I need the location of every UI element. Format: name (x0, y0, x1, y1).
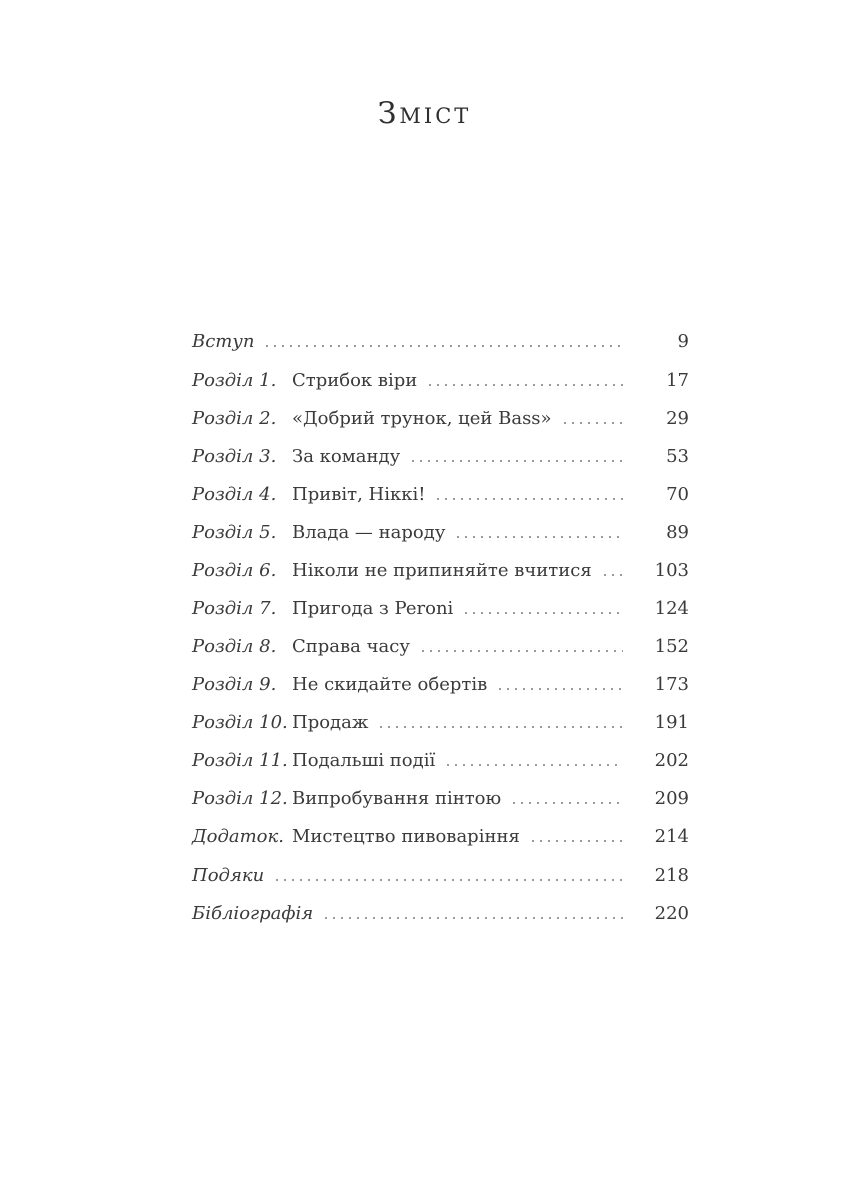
dotted-leader (532, 840, 623, 842)
dotted-leader (380, 726, 623, 728)
entry-label: Розділ 7. (192, 598, 277, 619)
entry-label: Розділ 9. (192, 674, 277, 695)
entry-title: Не скидайте обертів (292, 674, 488, 695)
entry-page-number: 70 (666, 484, 689, 505)
entry-page-number: 53 (666, 446, 689, 467)
toc-entry (192, 329, 689, 354)
dotted-leader (325, 917, 623, 919)
page-title: Зміст (377, 96, 472, 131)
toc-entry (192, 444, 689, 469)
entry-label: Розділ 3. (192, 446, 277, 467)
entry-page-number: 29 (666, 408, 689, 429)
toc-entry (192, 558, 689, 583)
toc-entry (192, 368, 689, 393)
dotted-leader (266, 345, 623, 347)
toc-entry (192, 824, 689, 849)
dotted-leader (422, 650, 623, 652)
entry-title: Влада — народу (292, 522, 446, 543)
toc-entry (192, 520, 689, 545)
dotted-leader (499, 688, 623, 690)
entry-label: Розділ 12. (192, 788, 288, 809)
entry-title: Мистецтво пивоваріння (292, 826, 520, 847)
toc-entry (192, 901, 689, 926)
toc-list (192, 329, 689, 926)
entry-label: Розділ 1. (192, 370, 277, 391)
dotted-leader (564, 422, 623, 424)
entry-label: Розділ 4. (192, 484, 277, 505)
entry-label: Розділ 6. (192, 560, 277, 581)
entry-page-number: 191 (654, 712, 689, 733)
toc-entry (192, 596, 689, 621)
dotted-leader (437, 498, 623, 500)
dotted-leader (412, 460, 623, 462)
entry-page-number: 17 (666, 370, 689, 391)
dotted-leader (429, 384, 623, 386)
entry-title: «Добрий трунок, цей Bass» (292, 408, 552, 429)
toc-entry (192, 786, 689, 811)
entry-page-number: 173 (654, 674, 689, 695)
entry-label: Додаток. (192, 826, 284, 847)
entry-page-number: 220 (654, 903, 689, 924)
entry-label: Розділ 11. (192, 750, 288, 771)
entry-page-number: 9 (677, 331, 689, 352)
dotted-leader (513, 802, 623, 804)
entry-page-number: 214 (654, 826, 689, 847)
entry-title: Продаж (292, 712, 369, 733)
dotted-leader (447, 764, 623, 766)
dotted-leader (457, 536, 623, 538)
dotted-leader (465, 612, 623, 614)
entry-page-number: 202 (654, 750, 689, 771)
toc-entry (192, 634, 689, 659)
entry-label: Розділ 2. (192, 408, 277, 429)
entry-title: Стрибок віри (292, 370, 418, 391)
entry-page-number: 103 (654, 560, 689, 581)
toc-entry (192, 406, 689, 431)
dotted-leader (276, 879, 623, 881)
toc-entry (192, 710, 689, 735)
toc-entry (192, 672, 689, 697)
entry-label: Вступ (192, 331, 255, 352)
dotted-leader (604, 574, 623, 576)
entry-title: Справа часу (292, 636, 410, 657)
entry-title: Ніколи не припиняйте вчитися (292, 560, 592, 581)
toc-entry (192, 748, 689, 773)
toc-entry (192, 863, 689, 888)
toc-entry (192, 482, 689, 507)
entry-label: Розділ 5. (192, 522, 277, 543)
entry-page-number: 89 (666, 522, 689, 543)
entry-title: Привіт, Ніккі! (292, 484, 426, 505)
entry-title: Пригода з Peroni (292, 598, 454, 619)
entry-page-number: 124 (654, 598, 689, 619)
entry-label: Бібліографія (192, 903, 314, 924)
entry-page-number: 152 (654, 636, 689, 657)
entry-title: Подальші події (292, 750, 436, 771)
entry-label: Розділ 8. (192, 636, 277, 657)
entry-label: Розділ 10. (192, 712, 288, 733)
entry-page-number: 209 (654, 788, 689, 809)
entry-page-number: 218 (654, 865, 689, 886)
entry-title: Випробування пінтою (292, 788, 502, 809)
entry-title: За команду (292, 446, 401, 467)
entry-label: Подяки (192, 865, 265, 886)
